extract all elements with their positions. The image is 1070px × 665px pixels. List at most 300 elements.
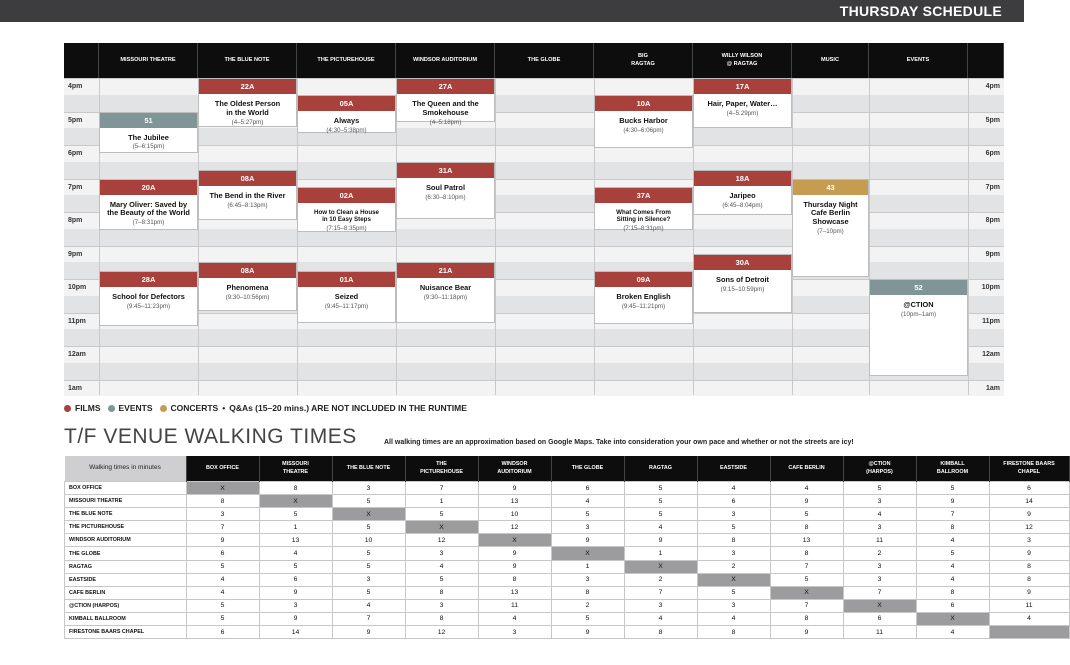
walking-time-cell: 3 <box>697 508 770 521</box>
walking-time-cell: 6 <box>551 482 624 495</box>
walking-time-cell: 4 <box>478 612 551 625</box>
walking-time-cell: 7 <box>770 599 843 612</box>
table-row <box>65 612 1070 625</box>
walking-time-cell: 4 <box>186 586 259 599</box>
walking-time-cell: 7 <box>186 521 259 534</box>
walking-time-cell: 8 <box>697 626 770 639</box>
grid-band <box>64 145 1004 162</box>
walking-time-cell: 9 <box>989 508 1069 521</box>
walking-time-cell: 9 <box>551 534 624 547</box>
walking-time-cell <box>989 626 1069 639</box>
event-time: (7:15–8:31pm) <box>623 224 664 232</box>
table-row <box>65 521 1070 534</box>
legend <box>64 403 467 413</box>
walking-column-header: FIRESTONE BAARS CHAPEL <box>989 456 1069 482</box>
grid-column-line <box>968 78 969 395</box>
walking-time-cell: 8 <box>405 586 478 599</box>
walking-time-cell: 5 <box>697 521 770 534</box>
table-row <box>65 560 1070 573</box>
walking-time-cell: 4 <box>916 626 989 639</box>
walking-time-cell: 13 <box>478 586 551 599</box>
event-code: 08A <box>199 263 296 278</box>
walking-time-cell: 8 <box>624 626 697 639</box>
event-code: 02A <box>298 188 395 203</box>
walking-time-cell: 9 <box>478 560 551 573</box>
walking-time-cell: 8 <box>989 573 1069 586</box>
event-time: (7–10pm) <box>817 228 844 236</box>
event-code: 30A <box>694 255 791 270</box>
walking-time-cell: 11 <box>478 599 551 612</box>
walking-time-cell: 3 <box>259 599 332 612</box>
walking-time-cell: 3 <box>405 547 478 560</box>
walking-time-cell: 11 <box>989 599 1069 612</box>
event-time: (9:45–11:23pm) <box>126 302 171 310</box>
event-code: 09A <box>595 272 692 287</box>
walking-time-cell: X <box>478 534 551 547</box>
walking-time-cell: 4 <box>916 560 989 573</box>
walking-time-cell: 9 <box>624 534 697 547</box>
event-title: Broken English <box>616 291 671 301</box>
walking-time-cell: 4 <box>259 547 332 560</box>
walking-time-cell: 8 <box>770 612 843 625</box>
walking-time-cell: 4 <box>624 521 697 534</box>
time-label-right: 10pm <box>981 284 1000 291</box>
walking-time-cell: 8 <box>551 586 624 599</box>
time-label-right: 12am <box>982 351 1000 358</box>
walking-time-cell: 11 <box>843 626 916 639</box>
walking-time-cell: 3 <box>405 599 478 612</box>
walking-time-cell: 9 <box>989 547 1069 560</box>
walking-time-cell: 1 <box>551 560 624 573</box>
event-title: Sons of Detroit <box>716 274 769 284</box>
walking-time-cell: 4 <box>916 573 989 586</box>
walking-column-header: EASTSIDE <box>697 456 770 482</box>
walking-time-cell: 9 <box>478 547 551 560</box>
walking-column-header: @CTION (HARPOS) <box>843 456 916 482</box>
event-title: Soul Patrol <box>425 182 465 192</box>
event-card[interactable] <box>198 170 297 220</box>
time-label-left: 5pm <box>68 116 83 124</box>
walking-time-cell: 4 <box>770 482 843 495</box>
venue-header: THE BLUE NOTE <box>198 43 297 78</box>
walking-column-header: MISSOURI THEATRE <box>259 456 332 482</box>
walking-row-name: THE PICTUREHOUSE <box>65 521 187 534</box>
walking-time-cell: 3 <box>697 547 770 560</box>
event-card[interactable] <box>594 95 693 149</box>
walking-time-cell: 4 <box>843 508 916 521</box>
walking-time-cell: 8 <box>989 560 1069 573</box>
legend-concerts: CONCERTS <box>170 403 219 413</box>
walking-time-cell: 12 <box>989 521 1069 534</box>
walking-time-cell: 5 <box>843 482 916 495</box>
walking-time-cell: X <box>697 573 770 586</box>
walking-time-cell: 12 <box>405 626 478 639</box>
venue-header: EVENTS <box>869 43 968 78</box>
walking-time-cell: 4 <box>332 599 405 612</box>
grid-band <box>64 128 1004 145</box>
walking-time-cell: 5 <box>697 586 770 599</box>
event-title: Mary Oliver: Saved by the Beauty of the World <box>107 199 190 218</box>
event-code: 08A <box>199 171 296 186</box>
walking-time-cell: 12 <box>405 534 478 547</box>
walking-time-cell: 8 <box>916 521 989 534</box>
walking-times-table <box>64 456 1070 639</box>
walking-column-header: WINDSOR AUDITORIUM <box>478 456 551 482</box>
walking-time-cell: 9 <box>989 586 1069 599</box>
venue-header: BIG RAGTAG <box>594 43 693 78</box>
table-row <box>65 482 1070 495</box>
walking-time-cell: 14 <box>989 495 1069 508</box>
event-card[interactable] <box>693 170 792 215</box>
event-time: (9:30–10:56pm) <box>225 294 270 302</box>
event-time: (4–5:18pm) <box>429 118 462 126</box>
event-time: (5–6:15pm) <box>132 143 165 151</box>
event-card[interactable] <box>693 254 792 313</box>
walking-time-cell: 9 <box>186 534 259 547</box>
event-time: (6:45–8:13pm) <box>227 202 268 209</box>
legend-films: FILMS <box>75 403 101 413</box>
walking-row-name: MISSOURI THEATRE <box>65 495 187 508</box>
table-row <box>65 626 1070 639</box>
walking-time-cell: 5 <box>624 508 697 521</box>
walking-time-cell: 7 <box>916 508 989 521</box>
walking-row-name: THE BLUE NOTE <box>65 508 187 521</box>
walking-time-cell: 5 <box>624 482 697 495</box>
walking-time-cell: X <box>551 547 624 560</box>
event-code: 43 <box>793 180 868 195</box>
walking-time-cell: 5 <box>770 573 843 586</box>
walking-time-cell: X <box>916 612 989 625</box>
grid-band <box>64 380 1004 397</box>
walking-time-cell: 4 <box>697 612 770 625</box>
event-title: Always <box>333 115 360 125</box>
walking-time-cell: X <box>843 599 916 612</box>
walking-time-cell: 3 <box>843 560 916 573</box>
grid-band <box>64 363 1004 380</box>
time-label-left: 9pm <box>68 250 83 258</box>
walking-time-cell: 4 <box>405 560 478 573</box>
walking-row-name: @CTION (HARPOS) <box>65 599 187 612</box>
walking-time-cell: 4 <box>989 612 1069 625</box>
event-card[interactable] <box>99 112 198 154</box>
walking-column-header: THE PICTUREHOUSE <box>405 456 478 482</box>
walking-time-cell: 4 <box>186 573 259 586</box>
walking-time-cell: 5 <box>916 547 989 560</box>
walking-time-cell: 5 <box>405 508 478 521</box>
event-card[interactable] <box>396 262 495 322</box>
time-label-left: 12am <box>68 351 86 358</box>
walking-row-name: FIRESTONE BAARS CHAPEL <box>65 626 187 639</box>
walking-time-cell: 8 <box>916 586 989 599</box>
event-card[interactable] <box>594 187 693 231</box>
walking-time-cell: 9 <box>259 586 332 599</box>
walking-time-cell: X <box>186 482 259 495</box>
event-card[interactable] <box>792 179 869 278</box>
event-time: (9:45–11:21pm) <box>621 302 666 310</box>
event-code: 21A <box>397 263 494 278</box>
time-label-left: 1am <box>68 384 83 392</box>
grid-hour-line <box>64 145 1004 146</box>
walking-column-header: THE GLOBE <box>551 456 624 482</box>
event-time: (9:45–11:17pm) <box>324 302 369 310</box>
event-title: Phenomena <box>226 283 269 293</box>
walking-time-cell: 1 <box>405 495 478 508</box>
time-label-right: 9pm <box>985 250 1000 258</box>
walking-table-body <box>65 482 1070 639</box>
time-label-left: 7pm <box>68 183 83 191</box>
walking-time-cell: 5 <box>770 508 843 521</box>
walking-time-cell: 9 <box>478 482 551 495</box>
walking-time-cell: 3 <box>551 573 624 586</box>
walking-time-cell: 5 <box>551 612 624 625</box>
walking-time-cell: 4 <box>697 482 770 495</box>
time-label-left: 4pm <box>68 83 83 90</box>
walking-time-cell: 10 <box>478 508 551 521</box>
event-code: 27A <box>397 79 494 94</box>
walking-time-cell: 5 <box>332 521 405 534</box>
walking-time-cell: X <box>770 586 843 599</box>
walking-time-cell: 8 <box>770 547 843 560</box>
time-label-left: 11pm <box>68 317 86 325</box>
event-card[interactable] <box>396 162 495 219</box>
walking-time-cell: X <box>405 521 478 534</box>
walking-time-cell: 4 <box>624 612 697 625</box>
walking-time-cell: 3 <box>332 482 405 495</box>
walking-time-cell: 13 <box>770 534 843 547</box>
walking-time-cell: 9 <box>770 495 843 508</box>
event-title: The Jubilee <box>128 132 169 142</box>
schedule-grid <box>64 43 1004 395</box>
event-title: School for Defectors <box>112 291 185 301</box>
walking-time-cell: 6 <box>916 599 989 612</box>
walking-time-cell: 7 <box>332 612 405 625</box>
walking-time-cell: 8 <box>478 573 551 586</box>
event-code: 20A <box>100 180 197 195</box>
event-card[interactable] <box>99 271 198 326</box>
time-label-right: 5pm <box>985 116 1000 124</box>
table-row <box>65 508 1070 521</box>
event-card[interactable] <box>693 78 792 128</box>
walking-column-header: CAFE BERLIN <box>770 456 843 482</box>
walking-time-cell: 2 <box>843 547 916 560</box>
venue-header: MUSIC <box>792 43 869 78</box>
walking-time-cell: 1 <box>259 521 332 534</box>
event-code: 28A <box>100 272 197 287</box>
event-time: (7–8:31pm) <box>132 219 165 227</box>
walking-time-cell: 6 <box>186 626 259 639</box>
walking-time-cell: 5 <box>332 547 405 560</box>
walking-time-cell: 2 <box>551 599 624 612</box>
event-code: 10A <box>595 96 692 111</box>
walking-time-cell: 3 <box>843 521 916 534</box>
event-code: 22A <box>199 79 296 94</box>
table-row <box>65 495 1070 508</box>
walking-time-cell: 10 <box>332 534 405 547</box>
walking-column-header: THE BLUE NOTE <box>332 456 405 482</box>
walking-time-cell: 3 <box>843 495 916 508</box>
grid-column-line <box>495 78 496 395</box>
event-code: 01A <box>298 272 395 287</box>
walking-time-cell: 1 <box>624 547 697 560</box>
event-code: 31A <box>397 163 494 178</box>
walking-row-name: THE GLOBE <box>65 547 187 560</box>
event-time: (4:30–5:38pm) <box>326 126 367 134</box>
walking-time-cell: 3 <box>989 534 1069 547</box>
event-time: (7:15–8:35pm) <box>326 224 367 232</box>
walking-time-cell: 3 <box>624 599 697 612</box>
venue-header: WILLY WILSON @ RAGTAG <box>693 43 792 78</box>
event-code: 52 <box>870 280 967 295</box>
table-row <box>65 586 1070 599</box>
top-bar <box>0 0 1024 22</box>
legend-separator: • <box>222 403 226 413</box>
walking-time-cell: 6 <box>697 495 770 508</box>
time-label-left: 10pm <box>68 284 87 291</box>
event-title: Jaripeo <box>729 191 756 201</box>
walking-time-cell: X <box>624 560 697 573</box>
films-dot-icon <box>64 405 71 412</box>
event-code: 51 <box>100 113 197 128</box>
walking-time-cell: 2 <box>697 560 770 573</box>
grid-hour-line <box>64 346 1004 347</box>
event-code: 05A <box>298 96 395 111</box>
event-time: (9:30–11:18pm) <box>423 294 468 302</box>
event-code: 37A <box>595 188 692 203</box>
grid-band <box>64 346 1004 363</box>
venue-header: THE PICTUREHOUSE <box>297 43 396 78</box>
event-card[interactable] <box>297 271 396 323</box>
grid-hour-line <box>64 380 1004 381</box>
time-label-right: 6pm <box>985 150 1000 157</box>
event-card[interactable] <box>297 187 396 232</box>
venue-header: WINDSOR AUDITORIUM <box>396 43 495 78</box>
legend-note: Q&As (15–20 mins.) ARE NOT INCLUDED IN THE RUNTIME <box>229 403 467 413</box>
event-title: Thursday Night Cafe Berlin Showcase <box>803 199 858 227</box>
walking-row-name: KIMBALL BALLROOM <box>65 612 187 625</box>
events-dot-icon <box>108 405 115 412</box>
time-label-right: 11pm <box>982 317 1000 325</box>
walking-time-cell: 5 <box>624 495 697 508</box>
walking-time-cell: 7 <box>624 586 697 599</box>
walking-table-header <box>65 456 1070 482</box>
event-card[interactable] <box>198 78 297 127</box>
event-title: The Oldest Person in the World <box>214 99 281 117</box>
walking-time-cell: 3 <box>186 508 259 521</box>
event-time: (6:30–8:10pm) <box>425 193 466 201</box>
event-title: What Comes From Sitting in Silence? <box>616 208 671 224</box>
walking-time-cell: 7 <box>770 560 843 573</box>
event-card[interactable] <box>297 95 396 134</box>
event-title: @CTION <box>903 300 934 309</box>
walking-time-cell: 3 <box>332 573 405 586</box>
walking-time-cell: 8 <box>770 521 843 534</box>
walking-time-cell: 3 <box>478 626 551 639</box>
walking-time-cell: 5 <box>332 586 405 599</box>
walking-time-cell: 14 <box>259 626 332 639</box>
event-title: The Queen and the Smokehouse <box>412 99 479 117</box>
walking-time-cell: 8 <box>405 612 478 625</box>
venue-header: THE GLOBE <box>495 43 594 78</box>
grid-band <box>64 310 1004 330</box>
walking-time-cell: 5 <box>186 560 259 573</box>
walking-time-cell: 5 <box>259 560 332 573</box>
walking-time-cell: 13 <box>478 495 551 508</box>
event-time: (6:45–8:04pm) <box>722 202 763 209</box>
walking-time-cell: 3 <box>697 599 770 612</box>
event-title: Nuisance Bear <box>419 283 472 293</box>
event-card[interactable] <box>99 179 198 231</box>
walking-row-name: WINDSOR AUDITORIUM <box>65 534 187 547</box>
walking-time-cell: 12 <box>478 521 551 534</box>
concerts-dot-icon <box>160 405 167 412</box>
venue-header: MISSOURI THEATRE <box>99 43 198 78</box>
walking-time-cell: 9 <box>551 626 624 639</box>
walking-column-header: BOX OFFICE <box>186 456 259 482</box>
walking-time-cell: 11 <box>843 534 916 547</box>
event-title: The Bend in the River <box>209 191 286 201</box>
walking-time-cell: 4 <box>551 495 624 508</box>
event-card[interactable] <box>594 271 693 325</box>
event-time: (4–5:27pm) <box>231 118 264 126</box>
walking-time-cell: 7 <box>843 586 916 599</box>
walking-time-cell: 5 <box>186 612 259 625</box>
time-label-right: 7pm <box>985 183 1000 191</box>
event-title: Bucks Harbor <box>619 115 668 125</box>
event-card[interactable] <box>869 279 968 376</box>
event-time: (4–5:29pm) <box>726 109 759 117</box>
walking-time-cell: 5 <box>405 573 478 586</box>
walking-time-cell: 5 <box>332 560 405 573</box>
walking-time-cell: 5 <box>916 482 989 495</box>
event-card[interactable] <box>396 78 495 126</box>
event-code: 18A <box>694 171 791 186</box>
walking-time-cell: 9 <box>259 612 332 625</box>
time-label-right: 1am <box>985 384 1000 392</box>
grid-column-line <box>396 78 397 395</box>
time-label-left: 6pm <box>68 150 83 157</box>
event-time: (10pm–1am) <box>900 310 937 318</box>
walking-time-cell: 9 <box>916 495 989 508</box>
grid-hour-line <box>64 313 1004 314</box>
walking-column-header: KIMBALL BALLROOM <box>916 456 989 482</box>
walking-time-cell: 6 <box>989 482 1069 495</box>
walking-time-cell: 2 <box>624 573 697 586</box>
walking-time-cell: 4 <box>916 534 989 547</box>
walking-row-name: CAFE BERLIN <box>65 586 187 599</box>
venue-header <box>968 43 1004 78</box>
walking-time-cell: 8 <box>697 534 770 547</box>
grid-band <box>64 329 1004 346</box>
walking-time-cell: 8 <box>186 495 259 508</box>
event-title: Seized <box>334 291 359 301</box>
walking-time-cell: 13 <box>259 534 332 547</box>
walking-time-cell: 8 <box>259 482 332 495</box>
table-row <box>65 573 1070 586</box>
event-card[interactable] <box>198 262 297 311</box>
walking-time-cell: 6 <box>259 573 332 586</box>
walking-time-cell: 5 <box>551 508 624 521</box>
walking-table-corner: Walking times in minutes <box>65 456 187 482</box>
walking-column-header: RAGTAG <box>624 456 697 482</box>
event-title: How to Clean a House in 10 Easy Steps <box>314 208 379 224</box>
venue-header <box>64 43 99 78</box>
walking-time-cell: 5 <box>332 495 405 508</box>
time-label-right: 8pm <box>985 217 1000 224</box>
time-label-left: 8pm <box>68 217 83 224</box>
walking-time-cell: 3 <box>551 521 624 534</box>
walking-time-cell: 5 <box>186 599 259 612</box>
walking-time-cell: 6 <box>186 547 259 560</box>
